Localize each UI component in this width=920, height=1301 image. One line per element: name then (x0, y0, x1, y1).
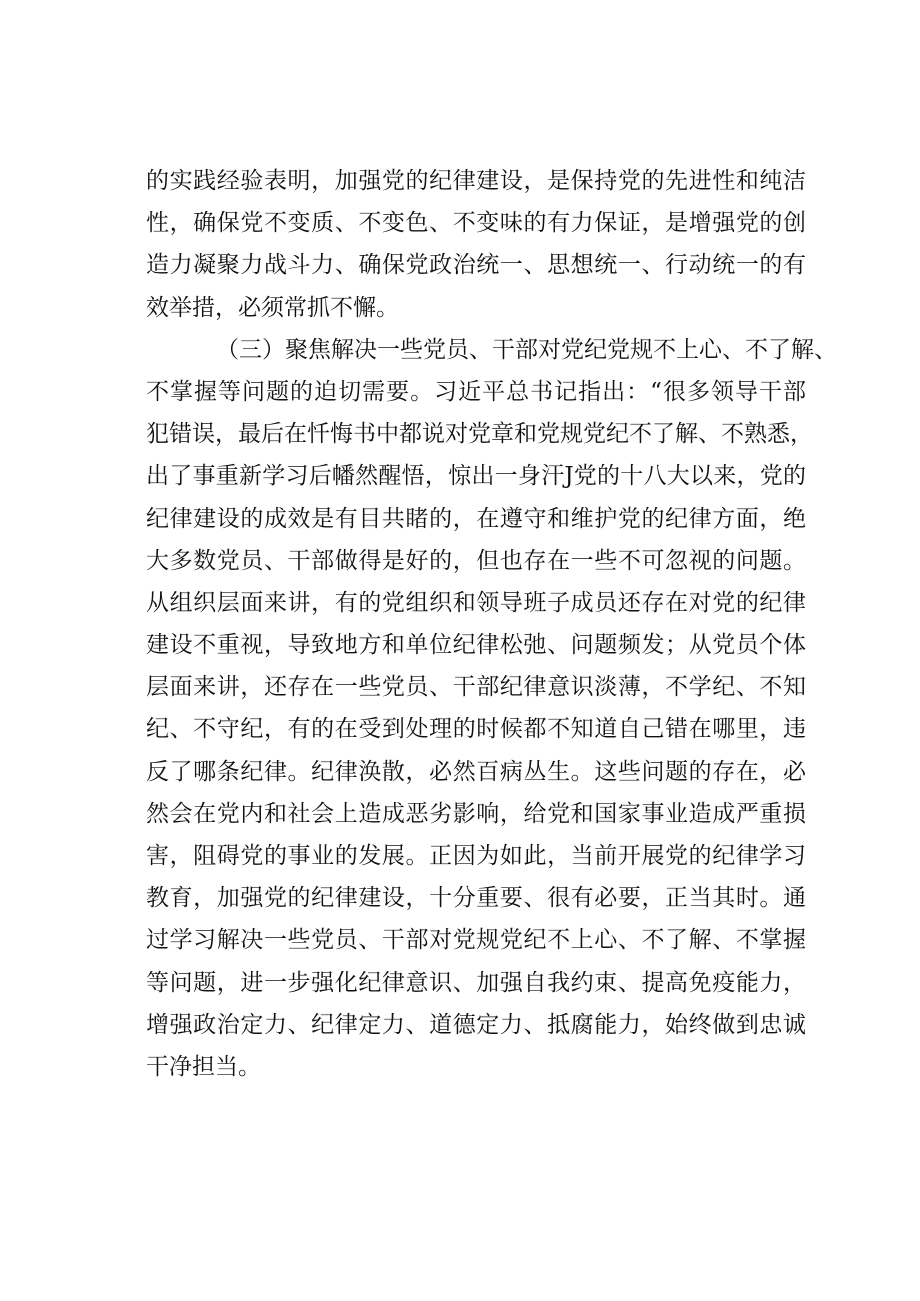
text-line: 然会在党内和社会上造成恶劣影响，给党和国家事业造成严重损 (146, 800, 806, 827)
text-line: 过学习解决一些党员、干部对党规党纪不上心、不了解、不掌握 (146, 927, 806, 954)
text-line: 出了事重新学习后幡然醒悟，惊出一身汗J党的十八大以来，党的 (146, 463, 806, 490)
text-line: 犯错误，最后在忏悔书中都说对党章和党规党纪不了解、不熟悉， (146, 421, 813, 448)
body-text (146, 160, 837, 1088)
section-heading-line: （三）聚焦解决一些党员、干部对党纪党规不上心、不了解、 (216, 336, 837, 363)
text-line: 害，阻碍党的事业的发展。正因为如此，当前开展党的纪律学习 (146, 843, 806, 869)
text-line: 增强政治定力、纪律定力、道德定力、抵腐能力，始终做到忠诚 (146, 1011, 806, 1038)
text-line: 建设不重视，导致地方和单位纪律松弛、问题频发；从党员个体 (146, 632, 806, 659)
text-line: 从组织层面来讲，有的党组织和领导班子成员还存在对党的纪律 (146, 589, 806, 616)
text-line: 的实践经验表明，加强党的纪律建设，是保持党的先进性和纯洁 (146, 168, 806, 194)
text-line: 性，确保党不变质、不变色、不变味的有力保证，是增强党的创 (146, 210, 806, 237)
text-line: 干净担当。 (146, 1053, 261, 1080)
text-line: 效举措，必须常抓不懈。 (146, 294, 399, 321)
text-line: 反了哪条纪律。纪律涣散，必然百病丛生。这些问题的存在，必 (146, 758, 806, 785)
text-line: 纪、不守纪，有的在受到处理的时候都不知道自己错在哪里，违 (146, 716, 806, 743)
text-line: 等问题，进一步强化纪律意识、加强自我约束、提高免疫能力， (146, 969, 806, 996)
text-line: 教育，加强党的纪律建设，十分重要、很有必要，正当其时。通 (146, 885, 806, 912)
text-line: 造力凝聚力战斗力、确保党政治统一、思想统一、行动统一的有 (146, 252, 806, 279)
text-line: 纪律建设的成效是有目共睹的，在遵守和维护党的纪律方面，绝 (146, 505, 806, 532)
text-line: 大多数党员、干部做得是好的，但也存在一些不可忽视的问题。 (146, 547, 806, 574)
text-line: 不掌握等问题的迫切需要。习近平总书记指出：“很多领导干部 (146, 378, 806, 405)
text-line: 层面来讲，还存在一些党员、干部纪律意识淡薄，不学纪、不知 (146, 674, 806, 701)
